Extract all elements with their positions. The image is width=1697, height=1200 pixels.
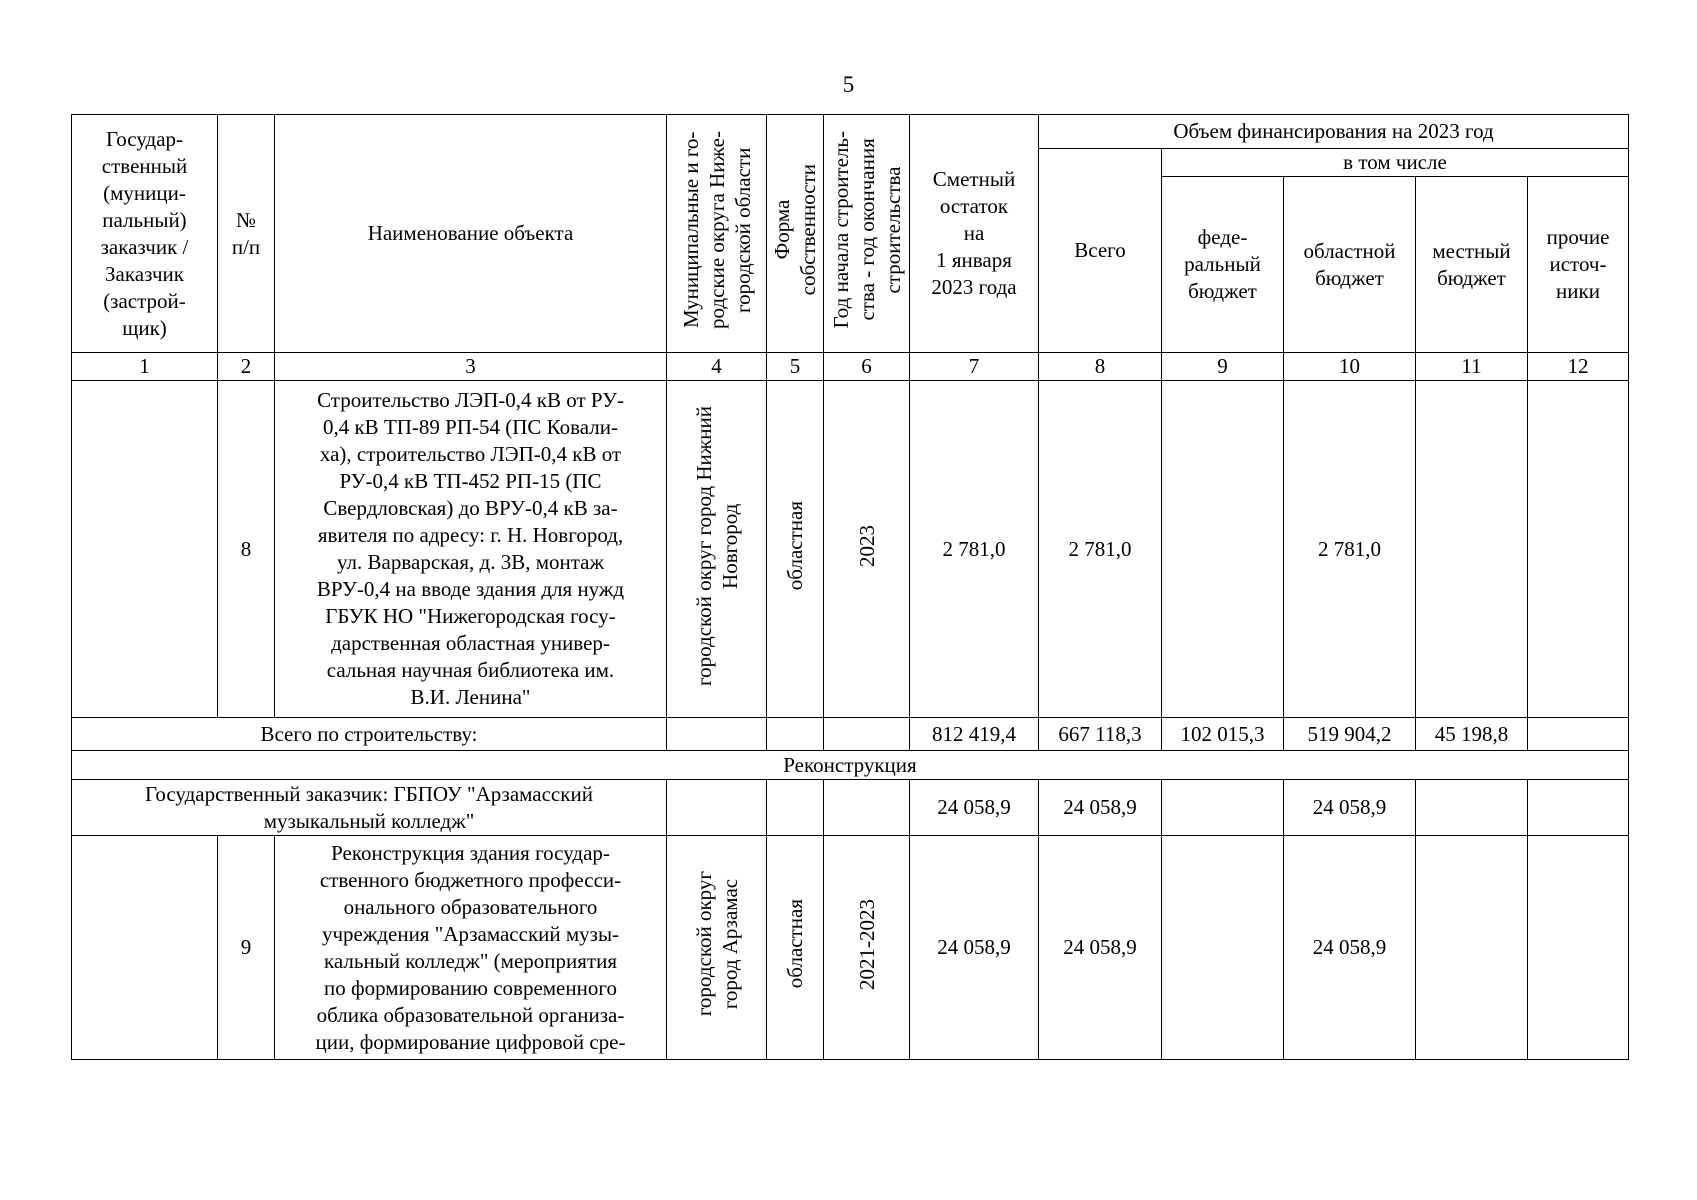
total-value: 24 058,9 <box>1039 836 1162 1060</box>
column-number: 8 <box>1039 353 1162 381</box>
local-value <box>1416 381 1528 718</box>
header-total: Всего <box>1039 149 1162 353</box>
header-municipality: Муниципальные и го- родские округа Ниже- городской области <box>667 115 767 353</box>
empty-cell <box>667 718 767 751</box>
row-customer-cell <box>72 836 218 1060</box>
header-financing: Объем финансирования на 2023 год <box>1039 115 1629 149</box>
header-years: Год начала строитель- ства - год окончания строительства <box>824 115 910 353</box>
regional-value: 519 904,2 <box>1284 718 1416 751</box>
row-number: 9 <box>218 836 275 1060</box>
municipality-cell: городской округ город Арзамас <box>667 836 767 1060</box>
empty-cell <box>1162 780 1284 836</box>
column-number-row <box>72 353 1629 381</box>
header-local: местный бюджет <box>1416 177 1528 353</box>
construction-total-label: Всего по строительству: <box>72 718 667 751</box>
section-row <box>72 751 1629 780</box>
customer-row <box>72 780 1629 836</box>
row-customer-cell <box>72 381 218 718</box>
federal-value: 102 015,3 <box>1162 718 1284 751</box>
empty-cell <box>1528 780 1629 836</box>
header-ownership: Форма собственности <box>767 115 824 353</box>
table-row <box>72 836 1629 1060</box>
other-value <box>1528 718 1629 751</box>
years-cell: 2023 <box>824 381 910 718</box>
total-value: 2 781,0 <box>1039 381 1162 718</box>
empty-cell <box>824 718 910 751</box>
header-row-1 <box>72 115 1629 149</box>
header-regional: областной бюджет <box>1284 177 1416 353</box>
column-number: 9 <box>1162 353 1284 381</box>
local-value <box>1416 836 1528 1060</box>
federal-value <box>1162 381 1284 718</box>
empty-cell <box>767 780 824 836</box>
header-number: № п/п <box>218 115 275 353</box>
empty-cell <box>667 780 767 836</box>
estimate-value: 24 058,9 <box>910 780 1039 836</box>
ownership-cell: областная <box>767 381 824 718</box>
customer-label: Государственный заказчик: ГБПОУ "Арзамасский музыкальный колледж" <box>72 780 667 836</box>
regional-value: 24 058,9 <box>1284 780 1416 836</box>
page-number: 5 <box>842 72 855 97</box>
empty-cell <box>767 718 824 751</box>
column-number: 4 <box>667 353 767 381</box>
estimate-value: 2 781,0 <box>910 381 1039 718</box>
header-federal: феде- ральный бюджет <box>1162 177 1284 353</box>
regional-value: 2 781,0 <box>1284 381 1416 718</box>
total-value: 24 058,9 <box>1039 780 1162 836</box>
column-number: 10 <box>1284 353 1416 381</box>
table-row <box>72 381 1629 718</box>
total-value: 667 118,3 <box>1039 718 1162 751</box>
column-number: 6 <box>824 353 910 381</box>
column-number: 7 <box>910 353 1039 381</box>
section-reconstruction-heading: Реконструкция <box>72 751 1629 780</box>
empty-cell <box>824 780 910 836</box>
years-cell: 2021-2023 <box>824 836 910 1060</box>
object-name: Строительство ЛЭП-0,4 кВ от РУ- 0,4 кВ ТП-89 РП-54 (ПС Ковали- ха), строительство ЛЭП-0,4 кВ от РУ-0,4 кВ ТП-452 РП-15 (ПС Свердловская) до ВРУ-0,4 кВ за- явителя по адресу: г. Н. Новгород, ул. Варварская, д. 3В, монтаж ВРУ-0,4 на вводе здания для нужд ГБУК НО "Нижегородская госу- дарственная областная универ- сальная научная библиотека им. В.И. Ленина" <box>275 381 667 718</box>
object-name: Реконструкция здания государ- ственного бюджетного професси- онального образовательного учреждения "Арзамасский музы- кальный колледж" (мероприятия по формированию современного облика образовательной организа- ции, формирование цифровой сре- <box>275 836 667 1060</box>
header-customer: Государ- ственный (муници- пальный) заказчик / Заказчик (застрой- щик) <box>72 115 218 353</box>
header-including: в том числе <box>1162 149 1629 177</box>
other-value <box>1528 836 1629 1060</box>
header-object-name: Наименование объекта <box>275 115 667 353</box>
header-other: прочие источ- ники <box>1528 177 1629 353</box>
construction-total-row <box>72 718 1629 751</box>
ownership-cell: областная <box>767 836 824 1060</box>
federal-value <box>1162 836 1284 1060</box>
local-value: 45 198,8 <box>1416 718 1528 751</box>
column-number: 5 <box>767 353 824 381</box>
header-estimate: Сметный остаток на 1 января 2023 года <box>910 115 1039 353</box>
column-number: 12 <box>1528 353 1629 381</box>
investment-table <box>71 114 1629 1060</box>
estimate-value: 24 058,9 <box>910 836 1039 1060</box>
row-number: 8 <box>218 381 275 718</box>
column-number: 11 <box>1416 353 1528 381</box>
estimate-value: 812 419,4 <box>910 718 1039 751</box>
other-value <box>1528 381 1629 718</box>
column-number: 1 <box>72 353 218 381</box>
empty-cell <box>1416 780 1528 836</box>
regional-value: 24 058,9 <box>1284 836 1416 1060</box>
column-number: 3 <box>275 353 667 381</box>
column-number: 2 <box>218 353 275 381</box>
municipality-cell: городской округ город Нижний Новгород <box>667 381 767 718</box>
